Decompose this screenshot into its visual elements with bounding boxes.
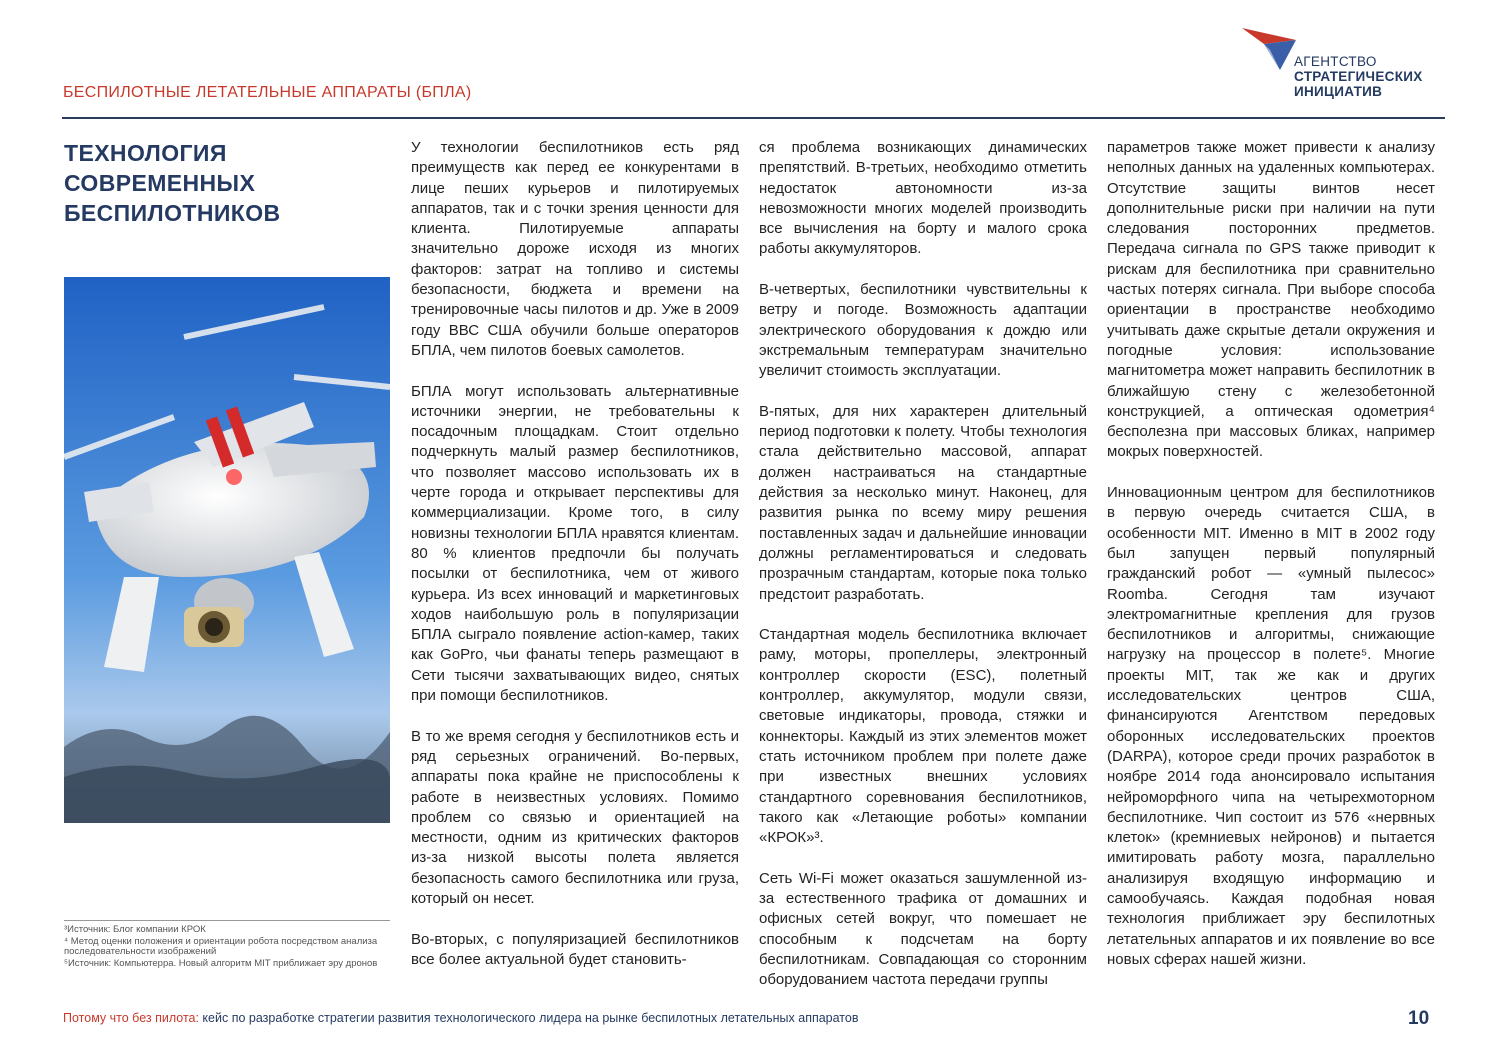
logo-line2: СТРАТЕГИЧЕСКИХ xyxy=(1294,69,1423,84)
logo-line1: АГЕНТСТВО xyxy=(1294,54,1377,69)
page-heading xyxy=(64,138,384,228)
paragraph: В-четвертых, беспилотники чувствительны к ветру и погоде. Возможность адаптации электрического оборудования к дождю или экстремальным температурам значительно увеличит стоимость эксплуатации. xyxy=(759,281,1087,380)
heading-line2: СОВРЕМЕННЫХ xyxy=(64,170,256,196)
paragraph: Сеть Wi-Fi может оказаться зашумленной из-за естественного трафика от домашних и офисных сетей вокруг, что помешает не способным к подсчетам на борту беспилотникам. Совпадающая со сторонним оборудованием частота передачи группы xyxy=(759,869,1087,989)
logo-arrow-icon xyxy=(1240,24,1300,74)
footnotes xyxy=(64,920,390,971)
drone-photo xyxy=(64,277,390,823)
logo-line3: ИНИЦИАТИВ xyxy=(1294,84,1383,99)
text-column-2 xyxy=(759,138,1087,1011)
page-number: 10 xyxy=(1408,1008,1430,1029)
paragraph: Во-вторых, с популяризацией беспилотников все более актуальной будет становить- xyxy=(411,930,739,968)
text-column-1 xyxy=(411,138,739,990)
paragraph: ся проблема возникающих динамических препятствий. В-третьих, необходимо отметить недостаток автономности из-за невозможности многих моделей производить все вычисления на борту и малого срока работы аккумуляторов. xyxy=(759,139,1087,258)
logo-text xyxy=(1294,54,1423,99)
paragraph: У технологии беспилотников есть ряд преимуществ как перед ее конкурентами в лице пеших курьеров и пилотируемых аппаратов, так и с точки зрения ценности для клиента. Пилотируемые аппараты значительно дороже исходя из многих факторов: затрат на топливо и системы безопасности, бюджета и времени на тренировочные часы пилотов и др. Уже в 2009 году ВВС США обучили больше операторов БПЛА, чем пилотов боевых самолетов. xyxy=(411,139,739,359)
paragraph: БПЛА могут использовать альтернативные источники энергии, не требовательны к посадочным площадкам. Стоит отдельно подчеркнуть малый размер беспилотников, что позволяет массово использовать их в черте города и открывает перспективы для коммерциализации. Кроме того, в силу новизны технологии БПЛА нравятся клиентам. 80 % клиентов предпочли бы получать посылки от беспилотника, чем от живого курьера. Из всех инноваций и маркетинговых ходов наибольшую роль в популяризации БПЛА сыграло появление action-камер, таких как GoPro, чьи фанаты теперь размещают в Сети тысячи захватывающих видео, снятых при помощи беспилотников. xyxy=(411,382,739,705)
footnote-5: ⁵Источник: Компьютерра. Новый алгоритм MIT приближает эру дронов xyxy=(64,958,378,969)
text-column-3 xyxy=(1107,138,1435,990)
logo xyxy=(1240,24,1450,106)
heading-line3: БЕСПИЛОТНИКОВ xyxy=(64,200,281,226)
header-rule xyxy=(62,117,1445,119)
footer-description: кейс по разработке стратегии развития технологического лидера на рынке беспилотных летательных аппаратов xyxy=(198,1011,859,1025)
section-title: БЕСПИЛОТНЫЕ ЛЕТАТЕЛЬНЫЕ АППАРАТЫ (БПЛА) xyxy=(63,84,472,101)
heading-line1: ТЕХНОЛОГИЯ xyxy=(64,140,227,166)
footnote-4: ⁴ Метод оценки положения и ориентации робота посредством анализа последовательности изображений xyxy=(64,936,378,957)
footer-text xyxy=(63,1011,859,1025)
paragraph: Стандартная модель беспилотника включает раму, моторы, пропеллеры, электронный контроллер скорости (ESC), полетный контроллер, аккумулятор, модули связи, световые индикаторы, провода, стяжки и коннекторы. Каждый из этих элементов может стать источником проблем при полете даже при известных внешних условиях стандартного соревнования беспилотников, такого как «Летающие роботы» компании «КРОК»³. xyxy=(759,626,1087,847)
footnote-3: ³Источник: Блог компании КРОК xyxy=(64,924,206,935)
paragraph: Инновационным центром для беспилотников в первую очередь считается США, в особенности MIT. Именно в MIT в 2002 году был запущен первый популярный гражданский робот — «умный пылесос» Roomba. Сегодня там изучают электромагнитные крепления для грузов беспилотников и алгоритмы, снижающие нагрузку на процессор в полете⁵. Многие проекты MIT, так же как и других исследовательских центров США, финансируются Агентством передовых оборонных исследовательских проектов (DARPA), которое среди прочих разработок в ноябре 2014 года анонсировало испытания нейроморфного чипа на четырехмоторном беспилотнике. Чип состоит из 576 «нервных клеток» (кремниевых нейронов) и пытается имитировать работу мозга, параллельно анализируя входящую информацию и самообучаясь. Каждая подобная новая технология приближает эру беспилотных летательных аппаратов и их появление во все новых сферах нашей жизни. xyxy=(1107,484,1435,968)
paragraph: В то же время сегодня у беспилотников есть и ряд серьезных ограничений. Во-первых, аппараты пока крайне не приспособлены к работе в неизвестных условиях. Помимо проблем со связью и ориентацией на местности, одним из критических факторов из-за низкой высоты полета является безопасность самого беспилотника или груза, который он несет. xyxy=(411,727,739,907)
paragraph: параметров также может привести к анализу неполных данных на удаленных компьютерах. Отсутствие защиты винтов несет дополнительные риски при наличии на пути следования посторонних предметов. Передача сигнала по GPS также приводит к рискам для беспилотника при сравнительно частых потерях сигнала. При выборе способа ориентации в пространстве необходимо учитывать даже скрытые детали окружения и погодные условия: использование магнитометра может направить беспилотник в ближайшую стену с железобетонной конструкцией, а оптическая одометрия⁴ бесполезна при массовых бликах, например мокрых поверхностей. xyxy=(1107,139,1435,461)
footer-prefix: Потому что без пилота: xyxy=(63,1011,199,1025)
paragraph: В-пятых, для них характерен длительный период подготовки к полету. Чтобы технология стала действительно массовой, аппарат должен настраиваться на стандартные действия за несколько минут. Наконец, для развития рынка по всему миру решения поставленных задач и дальнейшие инновации должны регламентироваться и следовать прозрачным стандартам, которые пока только предстоит разработать. xyxy=(759,402,1087,603)
